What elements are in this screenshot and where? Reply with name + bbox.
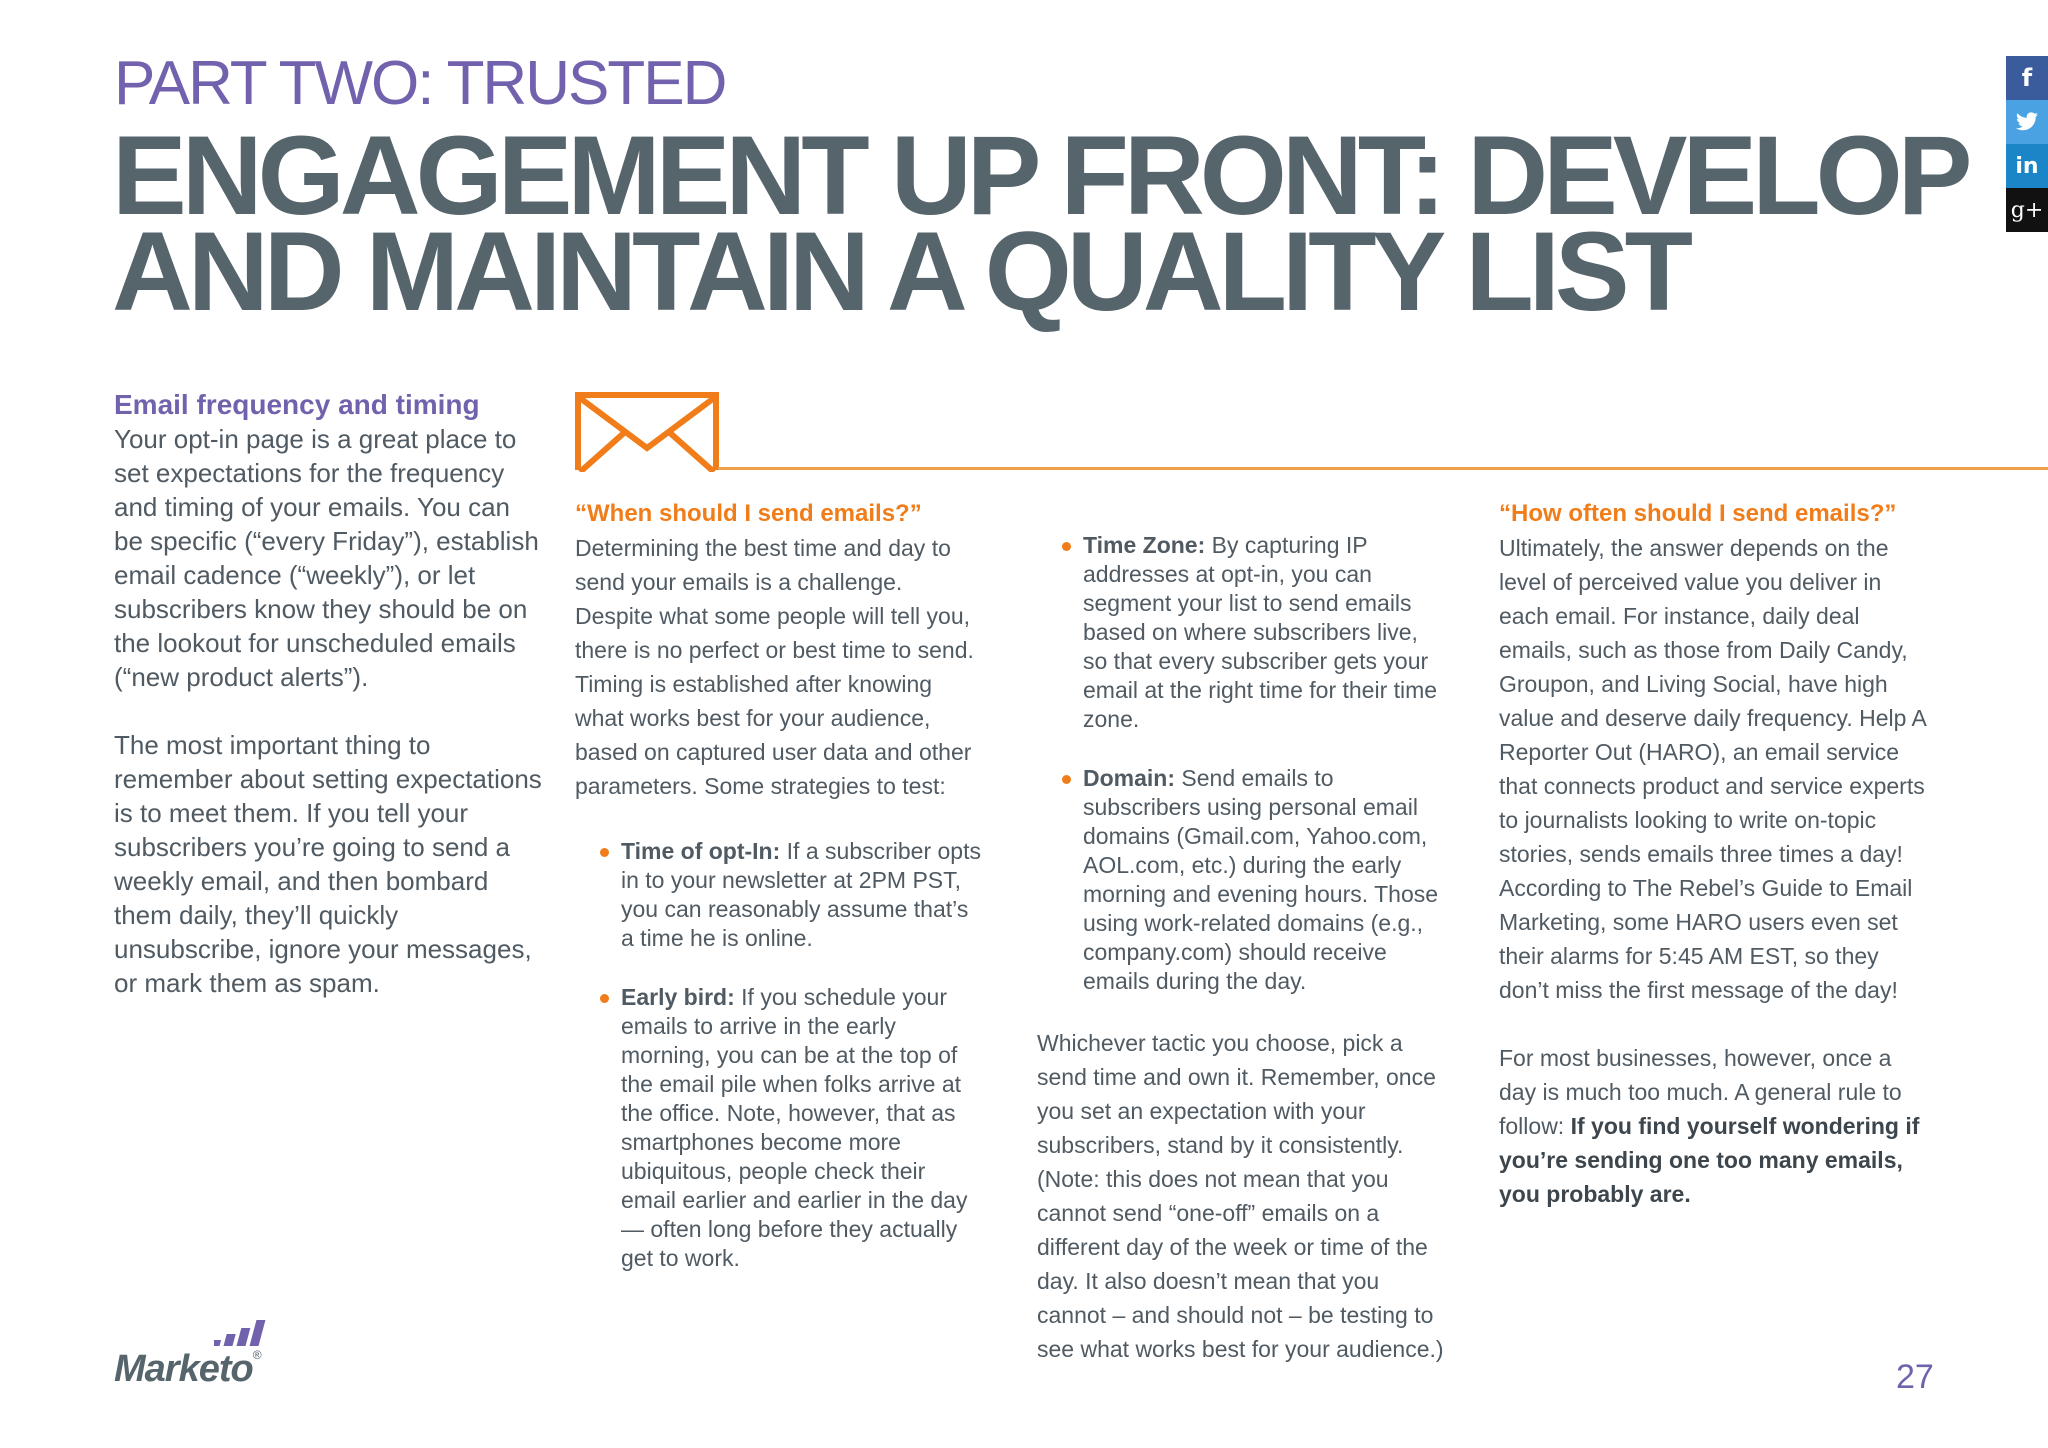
bullet-text: Send emails to subscribers using personal email domains (Gmail.com, Yahoo.com, AOL.com, etc.) during the early morning and evening hours. Those using work-related domains (e.g., company.com) should receive emails during the day. bbox=[1083, 765, 1439, 994]
column-strategies-continued bbox=[1037, 531, 1447, 1366]
page-headline bbox=[112, 113, 1968, 334]
page-number: 27 bbox=[1896, 1358, 1934, 1396]
paragraph-text: For most businesses, however, once a day is much too much. A general rule to follow: bbox=[1499, 1045, 1902, 1139]
paragraph: Ultimately, the answer depends on the level of perceived value you deliver in each email. For instance, daily deal emails, such as those from Daily Candy, Groupon, and Living Social, have high value and deserve daily frequency. Help A Reporter Out (HARO), an email service that connects product and service experts to journalists looking to write on-topic stories, sends emails three times a day! According to The Rebel’s Guide to Email Marketing, some HARO users even set their alarms for 5:45 AM EST, so they don’t miss the first message of the day! bbox=[1499, 535, 1926, 1003]
bullet-label: Time of opt-In: bbox=[621, 838, 781, 864]
column-when-to-send bbox=[575, 497, 985, 1303]
paragraph: Determining the best time and day to send your emails is a challenge. Despite what some people will tell you, there is no perfect or best time to send. Timing is established after knowing what works best for your audience, based on captured user data and other parameters. Some strategies to test: bbox=[575, 535, 974, 799]
bullet-label: Early bird: bbox=[621, 984, 735, 1010]
strategy-list bbox=[575, 837, 985, 1273]
section-kicker: PART TWO: TRUSTED bbox=[114, 49, 726, 118]
list-item bbox=[575, 983, 985, 1273]
facebook-share-button[interactable] bbox=[2006, 56, 2048, 100]
logo-registered-mark: ® bbox=[252, 1348, 262, 1362]
column-frequency-timing bbox=[114, 388, 544, 1034]
question-heading: “How often should I send emails?” bbox=[1499, 500, 1897, 527]
twitter-icon bbox=[2015, 112, 2039, 132]
bullet-label: Time Zone: bbox=[1083, 532, 1206, 558]
column-how-often bbox=[1499, 497, 1934, 1211]
linkedin-icon: in bbox=[2015, 153, 2039, 179]
paragraph bbox=[1499, 1041, 1934, 1211]
bullet-icon bbox=[600, 994, 609, 1003]
emphasis-text: If you find yourself wondering if you’re sending one too many emails, you probably are. bbox=[1499, 1113, 1920, 1207]
bullet-text: If you schedule your emails to arrive in the early morning, you can be at the top of the email pile when folks arrive at the office. Note, however, that as smartphones become more ubiquitous, people check their email earlier and earlier in the day — often long before they actually get to work. bbox=[621, 984, 968, 1271]
linkedin-share-button[interactable] bbox=[2006, 144, 2048, 188]
facebook-icon: f bbox=[2021, 64, 2033, 92]
googleplus-icon: g+ bbox=[2010, 197, 2044, 223]
list-item bbox=[1037, 531, 1447, 734]
envelope-icon bbox=[575, 392, 719, 472]
list-item bbox=[1037, 764, 1447, 996]
logo-bars-icon bbox=[214, 1318, 284, 1352]
bullet-label: Domain: bbox=[1083, 765, 1175, 791]
headline-line-2: AND MAINTAIN A QUALITY LIST bbox=[112, 209, 1689, 334]
bullet-icon bbox=[1062, 775, 1071, 784]
bullet-text: If a subscriber opts in to your newsletter at 2PM PST, you can reasonably assume that’s a time he is online. bbox=[621, 838, 981, 951]
googleplus-share-button[interactable] bbox=[2006, 188, 2048, 232]
twitter-share-button[interactable] bbox=[2006, 100, 2048, 144]
social-share-bar bbox=[2006, 56, 2048, 232]
list-item bbox=[575, 837, 985, 953]
paragraph: Your opt-in page is a great place to set expectations for the frequency and timing of your emails. You can be specific (“every Friday”), establish email cadence (“weekly”), or let subscribers know they should be on the lookout for unscheduled emails (“new product alerts”). bbox=[114, 424, 539, 692]
paragraph: Whichever tactic you choose, pick a send time and own it. Remember, once you set an expectation with your subscribers, stand by it consistently. (Note: this does not mean that you cannot send “one-off” emails on a different day of the week or time of the day. It also doesn’t mean that you cannot – and should not – be testing to see what works best for your audience.) bbox=[1037, 1030, 1444, 1362]
paragraph: The most important thing to remember about setting expectations is to meet them. If you tell your subscribers you’re going to send a weekly email, and then bombard them daily, they’ll quickly unsubscribe, ignore your messages, or mark them as spam. bbox=[114, 730, 542, 998]
headline-line-1: ENGAGEMENT UP FRONT: DEVELOP bbox=[112, 113, 1968, 238]
question-heading: “When should I send emails?” bbox=[575, 500, 922, 527]
bullet-text: By capturing IP addresses at opt-in, you can segment your list to send emails based on where subscribers live, so that every subscriber gets your email at the right time for their time zone. bbox=[1083, 532, 1438, 732]
strategy-list bbox=[1037, 531, 1447, 996]
bullet-icon bbox=[1062, 542, 1071, 551]
section-divider bbox=[718, 467, 2048, 470]
section-heading: Email frequency and timing bbox=[114, 389, 480, 420]
bullet-icon bbox=[600, 848, 609, 857]
logo-wordmark: Marketo bbox=[114, 1348, 253, 1390]
